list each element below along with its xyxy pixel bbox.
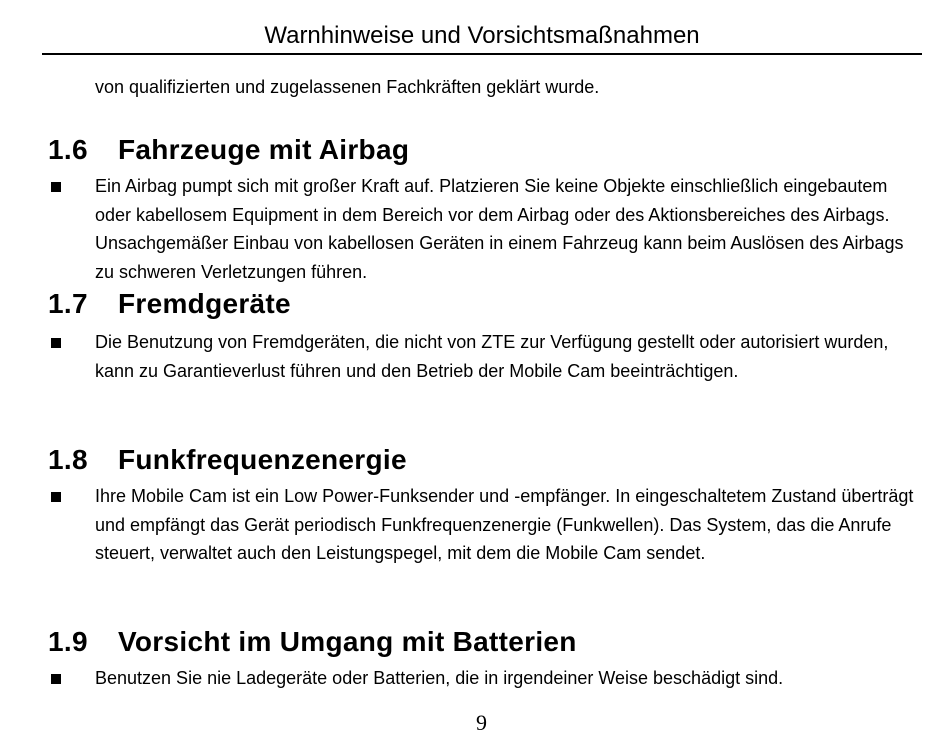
section-heading [48,444,923,476]
section-number: 1.7 [48,288,88,319]
section-radio-frequency [48,444,923,568]
bullet-item [48,172,923,286]
section-number: 1.6 [48,134,88,165]
page-number: 9 [476,710,487,735]
bullet-item [48,328,923,385]
section-number: 1.8 [48,444,88,475]
square-bullet-icon [51,182,61,192]
bullet-item [48,482,923,568]
header-rule [42,53,922,55]
section-foreign-devices [48,288,923,385]
bullet-text: Ihre Mobile Cam ist ein Low Power-Funksender und -empfänger. In eingeschaltetem Zustand überträgt und empfängt das Gerät periodisch Funkfrequenzenergie (Funkwellen). Das System, das die Anrufe steuert, verwaltet auch den Leistungspegel, mit dem die Mobile Cam sendet. [95,486,914,563]
running-header: Warnhinweise und Vorsichtsmaßnahmen [264,22,700,49]
square-bullet-icon [51,492,61,502]
bullet-text: Ein Airbag pumpt sich mit großer Kraft auf. Platzieren Sie keine Objekte einschließlich eingebautem oder kabellosem Equipment in dem Bereich vor dem Airbag oder des Aktionsbereiches des Airbags. Unsachgemäßer Einbau von kabellosen Geräten in einem Fahrzeug kann beim Auslösen des Airbags zu schweren Verletzungen führen. [95,176,904,282]
section-heading [48,626,923,658]
section-heading [48,134,923,166]
section-title: Funkfrequenzenergie [118,444,407,475]
square-bullet-icon [51,674,61,684]
intro-line: von qualifizierten und zugelassenen Fachkräften geklärt wurde. [95,77,600,97]
section-number: 1.9 [48,626,88,657]
bullet-text: Die Benutzung von Fremdgeräten, die nicht von ZTE zur Verfügung gestellt oder autorisiert wurden, kann zu Garantieverlust führen und den Betrieb der Mobile Cam beeinträchtigen. [95,332,889,381]
section-title: Fremdgeräte [118,288,291,319]
section-heading [48,288,923,320]
section-airbag [48,134,923,286]
section-batteries [48,626,923,693]
section-title: Vorsicht im Umgang mit Batterien [118,626,577,657]
bullet-item [48,664,923,693]
square-bullet-icon [51,338,61,348]
section-title: Fahrzeuge mit Airbag [118,134,410,165]
bullet-text: Benutzen Sie nie Ladegeräte oder Batterien, die in irgendeiner Weise beschädigt sind. [95,668,784,688]
